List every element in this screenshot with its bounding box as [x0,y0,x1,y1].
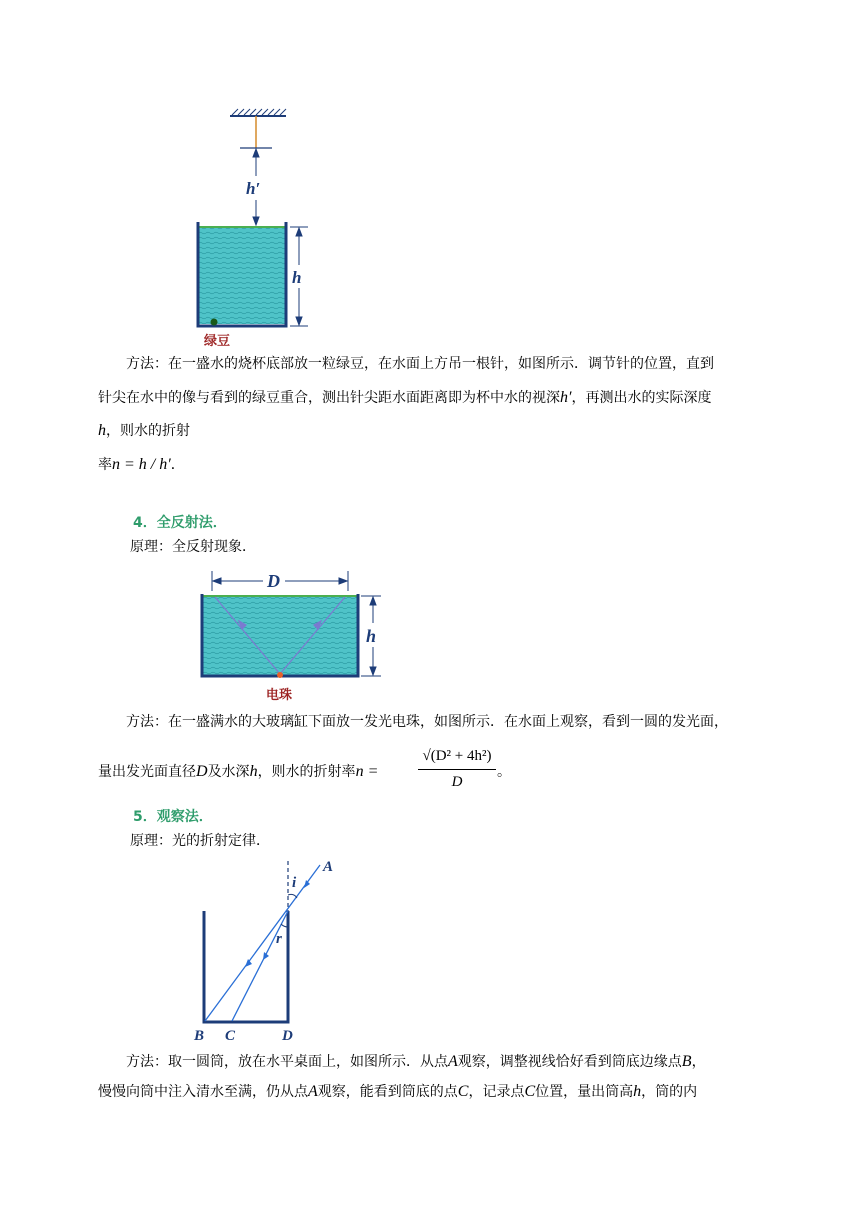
label-r: r [276,931,282,947]
label-B: B [194,1028,205,1044]
label-i: i [292,875,297,891]
h-label: h [292,268,302,287]
sight-line-AB [205,865,320,1021]
light-bulb [277,672,283,678]
apparent-depth-diagram [190,100,320,345]
D-dimension [212,571,348,591]
tank-water [203,596,357,675]
h-prime-label: h′ [246,179,261,198]
observation-diagram [190,855,350,1045]
total-reflection-diagram [195,565,395,705]
D-label: D [267,571,280,591]
green-bean-label: 绿豆 [204,334,231,349]
ray-arrow-1 [245,959,252,967]
label-D: D [282,1028,293,1044]
bulb-label: 电珠 [266,688,293,703]
method-paragraph-5: 方法：取一圆筒，放在水平桌面上，如图所示．从点A观察，调整视线恰好看到筒底边缘点B， [126,1053,706,1070]
formula-end-punct: 。 [497,764,511,780]
method-paragraph-4: 方法：在一盛满水的大玻璃缸下面放一发光电珠，如图所示．在水面上观察，看到一圆的发光面， [126,714,728,730]
refracted-ray-CD [232,911,288,1021]
beaker-water [199,227,285,324]
ceiling-mount [230,109,286,116]
principle-observation: 原理：光的折射定律． [130,833,270,849]
method-paragraph-5-cont: 慢慢向筒中注入清水至满，仍从点A观察，能看到筒底的点C，记录点C位置，量出筒高h，筒的内 [98,1083,698,1100]
section-heading-total-reflection: 4．全反射法． [133,515,227,531]
label-C: C [225,1028,236,1044]
ray-arrow-3 [304,880,310,888]
method-paragraph-4-cont: 量出发光面直径D及水深h，则水的折射率n = [98,763,379,780]
principle-total-reflection: 原理：全反射现象． [130,539,256,555]
method-paragraph-3-cont: h，则水的折射 率n = h / h′． [98,422,190,473]
tank-h-label: h [366,626,377,646]
label-A: A [323,859,334,875]
section-heading-observation: 5．观察法． [133,809,213,825]
refractive-index-formula: $\frac{\text{√(D² + 4h²)}}{D}$ [418,748,496,791]
green-bean [211,319,218,326]
method-paragraph-3: 方法：在一盛水的烧杯底部放一粒绿豆，在水面上方吊一根针，如图所示．调节针的位置，直到 针尖在水中的像与看到的绿豆重合，测出针尖距水面距离即为杯中水的视深h′，再测出水的实际深度 [98,356,714,406]
